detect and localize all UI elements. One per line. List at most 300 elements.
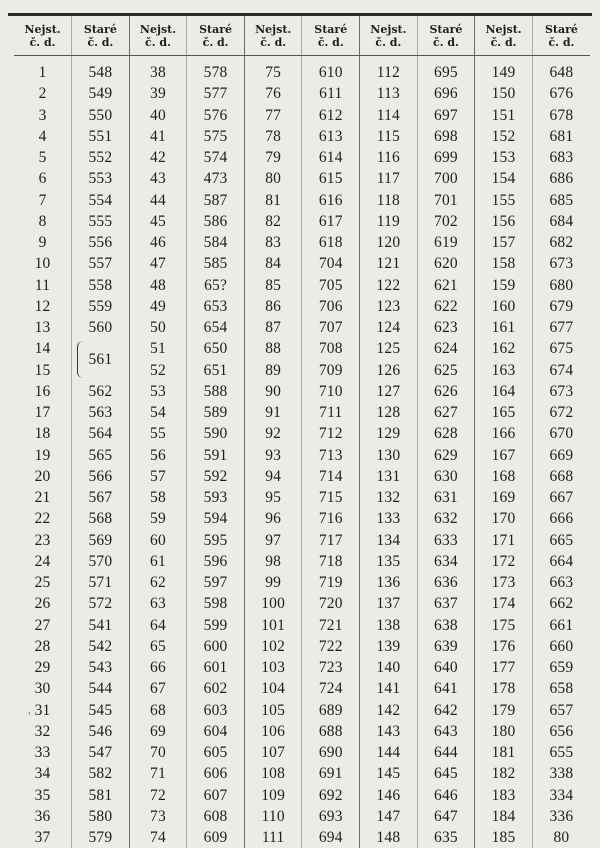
old-number-cell: 642 xyxy=(417,700,475,721)
old-number-cell: 715 xyxy=(302,487,360,508)
old-number-cell: 623 xyxy=(417,317,475,338)
old-number-cell: 543 xyxy=(72,657,130,678)
new-number-cell: 102 xyxy=(244,636,302,657)
header-label-line2: č. d. xyxy=(245,36,302,49)
old-number-cell: 647 xyxy=(417,806,475,827)
old-number-cell: 544 xyxy=(72,678,130,699)
new-number-cell: 121 xyxy=(360,253,418,274)
brace-mark xyxy=(77,341,84,378)
old-number-cell: 551 xyxy=(72,126,130,147)
header-label-line1: Staré xyxy=(302,23,359,36)
new-number-cell: 134 xyxy=(360,530,418,551)
new-number-cell: 62 xyxy=(129,572,187,593)
new-number-cell: 166 xyxy=(475,423,533,444)
old-number-cell: 704 xyxy=(302,253,360,274)
old-number-cell: 576 xyxy=(187,105,245,126)
new-number-cell: 18 xyxy=(14,423,72,444)
old-number-cell: 702 xyxy=(417,211,475,232)
new-number-cell: 60 xyxy=(129,530,187,551)
table-row xyxy=(14,721,590,742)
old-number-cell: 706 xyxy=(302,296,360,317)
new-number-cell: 177 xyxy=(475,657,533,678)
old-number-cell: 613 xyxy=(302,126,360,147)
old-number-cell: 605 xyxy=(187,742,245,763)
new-number-cell: 75 xyxy=(244,56,302,84)
header-label-line1: Nejst. xyxy=(475,23,532,36)
old-number-cell: 686 xyxy=(532,168,590,189)
new-number-cell: 23 xyxy=(14,530,72,551)
old-number-cell: 691 xyxy=(302,763,360,784)
new-number-cell: 1 xyxy=(14,56,72,84)
old-number-cell: 675 xyxy=(532,338,590,359)
old-number-cell: 334 xyxy=(532,785,590,806)
new-number-cell: 25 xyxy=(14,572,72,593)
old-number-cell: 719 xyxy=(302,572,360,593)
new-number-cell: 2 xyxy=(14,83,72,104)
old-number-cell: 570 xyxy=(72,551,130,572)
old-number-cell: 701 xyxy=(417,190,475,211)
old-number-cell: 679 xyxy=(532,296,590,317)
old-number-cell: 585 xyxy=(187,253,245,274)
old-number-cell: 336 xyxy=(532,806,590,827)
header-label-line1: Nejst. xyxy=(14,23,71,36)
old-number-cell: 688 xyxy=(302,721,360,742)
new-number-cell: 162 xyxy=(475,338,533,359)
new-number-cell: 28 xyxy=(14,636,72,657)
table-row xyxy=(14,296,590,317)
new-number-cell: 172 xyxy=(475,551,533,572)
table-row xyxy=(14,593,590,614)
table-row xyxy=(14,253,590,274)
new-number-cell: 115 xyxy=(360,126,418,147)
new-number-cell: 150 xyxy=(475,83,533,104)
new-number-cell: 111 xyxy=(244,827,302,848)
old-number-cell: 709 xyxy=(302,360,360,381)
new-number-cell: 80 xyxy=(244,168,302,189)
new-number-cell: 74 xyxy=(129,827,187,848)
new-number-cell: 157 xyxy=(475,232,533,253)
new-number-cell: 145 xyxy=(360,763,418,784)
new-number-cell: 49 xyxy=(129,296,187,317)
old-number-cell: 618 xyxy=(302,232,360,253)
new-number-cell: 155 xyxy=(475,190,533,211)
new-number-cell: 84 xyxy=(244,253,302,274)
old-number-cell: 566 xyxy=(72,466,130,487)
table-row xyxy=(14,275,590,296)
old-number-cell: 588 xyxy=(187,381,245,402)
new-number-cell: 109 xyxy=(244,785,302,806)
new-number-cell: 103 xyxy=(244,657,302,678)
new-number-cell: 142 xyxy=(360,700,418,721)
old-number-cell: 616 xyxy=(302,190,360,211)
table-row xyxy=(14,445,590,466)
old-number-cell: 690 xyxy=(302,742,360,763)
old-number-cell: 693 xyxy=(302,806,360,827)
old-number-cell: 664 xyxy=(532,551,590,572)
new-number-cell: 59 xyxy=(129,508,187,529)
header-row xyxy=(14,16,590,56)
old-number-cell: 558 xyxy=(72,275,130,296)
old-number-cell: 634 xyxy=(417,551,475,572)
old-number-cell: 541 xyxy=(72,615,130,636)
old-number-cell: 695 xyxy=(417,56,475,84)
old-number-cell: 699 xyxy=(417,147,475,168)
table-row xyxy=(14,126,590,147)
old-number-cell: 645 xyxy=(417,763,475,784)
new-number-cell: 95 xyxy=(244,487,302,508)
table-row xyxy=(14,551,590,572)
old-number-cell: 586 xyxy=(187,211,245,232)
new-number-cell: 144 xyxy=(360,742,418,763)
new-number-cell: 51 xyxy=(129,338,187,359)
new-number-cell: 77 xyxy=(244,105,302,126)
old-number-cell: 589 xyxy=(187,402,245,423)
old-number-cell: 555 xyxy=(72,211,130,232)
new-number-cell: 152 xyxy=(475,126,533,147)
old-number-cell: 545 xyxy=(72,700,130,721)
new-number-cell: 78 xyxy=(244,126,302,147)
new-number-cell: 33 xyxy=(14,742,72,763)
old-number-cell: 572 xyxy=(72,593,130,614)
new-number-cell: 54 xyxy=(129,402,187,423)
old-number-cell: 668 xyxy=(532,466,590,487)
old-number-cell: 560 xyxy=(72,317,130,338)
new-number-cell: 127 xyxy=(360,381,418,402)
new-number-cell: 61 xyxy=(129,551,187,572)
old-number-cell: 684 xyxy=(532,211,590,232)
header-new-4 xyxy=(360,16,418,56)
new-number-cell: 15 xyxy=(14,360,72,381)
old-number-cell: 606 xyxy=(187,763,245,784)
new-number-cell: 175 xyxy=(475,615,533,636)
table-row xyxy=(14,466,590,487)
old-number-cell: 629 xyxy=(417,445,475,466)
new-number-cell: 44 xyxy=(129,190,187,211)
header-label-line1: Nejst. xyxy=(130,23,187,36)
new-number-cell: 37 xyxy=(14,827,72,848)
old-number-cell: 689 xyxy=(302,700,360,721)
new-number-cell: 125 xyxy=(360,338,418,359)
new-number-cell: 36 xyxy=(14,806,72,827)
old-number-cell: 581 xyxy=(72,785,130,806)
new-number-cell: 26 xyxy=(14,593,72,614)
new-number-cell: 34 xyxy=(14,763,72,784)
table-row xyxy=(14,615,590,636)
old-number-cell: 591 xyxy=(187,445,245,466)
new-number-cell: 129 xyxy=(360,423,418,444)
new-number-cell: 71 xyxy=(129,763,187,784)
new-number-cell: 5 xyxy=(14,147,72,168)
new-number-cell: 113 xyxy=(360,83,418,104)
new-number-cell: 170 xyxy=(475,508,533,529)
new-number-cell: 128 xyxy=(360,402,418,423)
old-number-cell: 646 xyxy=(417,785,475,806)
new-number-cell: 141 xyxy=(360,678,418,699)
header-label-line2: č. d. xyxy=(418,36,475,49)
old-number-cell: 554 xyxy=(72,190,130,211)
new-number-cell: 94 xyxy=(244,466,302,487)
new-number-cell: 135 xyxy=(360,551,418,572)
table-row xyxy=(14,381,590,402)
header-label-line2: č. d. xyxy=(130,36,187,49)
old-number-cell: 617 xyxy=(302,211,360,232)
old-number-cell: 677 xyxy=(532,317,590,338)
old-number-cell: 654 xyxy=(187,317,245,338)
table-header xyxy=(14,16,590,56)
old-number-cell: 550 xyxy=(72,105,130,126)
old-number-cell: 556 xyxy=(72,232,130,253)
header-label-line1: Nejst. xyxy=(360,23,417,36)
new-number-cell: 101 xyxy=(244,615,302,636)
old-number-cell: 722 xyxy=(302,636,360,657)
old-number-cell: 694 xyxy=(302,827,360,848)
new-number-cell: 6 xyxy=(14,168,72,189)
header-label-line2: č. d. xyxy=(187,36,244,49)
header-label-line1: Staré xyxy=(418,23,475,36)
new-number-cell: 43 xyxy=(129,168,187,189)
new-number-cell: 92 xyxy=(244,423,302,444)
old-number-cell: 717 xyxy=(302,530,360,551)
table-row xyxy=(14,317,590,338)
old-number-cell: 587 xyxy=(187,190,245,211)
new-number-cell: 165 xyxy=(475,402,533,423)
table-row xyxy=(14,211,590,232)
old-number-cell: 622 xyxy=(417,296,475,317)
old-number-cell: 580 xyxy=(72,806,130,827)
new-number-cell: 119 xyxy=(360,211,418,232)
new-number-cell: 53 xyxy=(129,381,187,402)
old-number-cell: 567 xyxy=(72,487,130,508)
new-number-cell: 176 xyxy=(475,636,533,657)
header-label-line1: Nejst. xyxy=(245,23,302,36)
old-number-cell: 609 xyxy=(187,827,245,848)
old-number-cell: 640 xyxy=(417,657,475,678)
old-number-cell: 680 xyxy=(532,275,590,296)
new-number-cell: 76 xyxy=(244,83,302,104)
old-number-cell: 665 xyxy=(532,530,590,551)
new-number-cell: 180 xyxy=(475,721,533,742)
new-number-cell: 99 xyxy=(244,572,302,593)
new-number-cell: 11 xyxy=(14,275,72,296)
old-number-cell: 578 xyxy=(187,56,245,84)
old-number-cell: 637 xyxy=(417,593,475,614)
new-number-cell: 39 xyxy=(129,83,187,104)
old-number-cell: 596 xyxy=(187,551,245,572)
new-number-cell: 91 xyxy=(244,402,302,423)
old-number-cell: 542 xyxy=(72,636,130,657)
old-number-cell: 698 xyxy=(417,126,475,147)
new-number-cell: 107 xyxy=(244,742,302,763)
old-number-cell: 590 xyxy=(187,423,245,444)
old-number-cell: 648 xyxy=(532,56,590,84)
table-row xyxy=(14,785,590,806)
new-number-cell: 124 xyxy=(360,317,418,338)
new-number-cell: 32 xyxy=(14,721,72,742)
old-number-cell: 660 xyxy=(532,636,590,657)
page-mark: ' xyxy=(28,712,30,722)
new-number-cell: 72 xyxy=(129,785,187,806)
old-number-cell: 632 xyxy=(417,508,475,529)
old-number-cell: 557 xyxy=(72,253,130,274)
new-number-cell: 69 xyxy=(129,721,187,742)
old-number-cell: 564 xyxy=(72,423,130,444)
new-number-cell: 64 xyxy=(129,615,187,636)
new-number-cell: 29 xyxy=(14,657,72,678)
old-number-cell: 669 xyxy=(532,445,590,466)
old-number-cell: 708 xyxy=(302,338,360,359)
old-number-cell: 565 xyxy=(72,445,130,466)
old-number-cell: 659 xyxy=(532,657,590,678)
old-number-cell: 678 xyxy=(532,105,590,126)
new-number-cell: 137 xyxy=(360,593,418,614)
new-number-cell: 184 xyxy=(475,806,533,827)
old-number-cell: 553 xyxy=(72,168,130,189)
new-number-cell: 55 xyxy=(129,423,187,444)
new-number-cell: 154 xyxy=(475,168,533,189)
old-number-cell: 568 xyxy=(72,508,130,529)
old-number-cell: 607 xyxy=(187,785,245,806)
new-number-cell: 93 xyxy=(244,445,302,466)
table-row xyxy=(14,338,590,359)
new-number-cell: 82 xyxy=(244,211,302,232)
old-number-cell: 615 xyxy=(302,168,360,189)
new-number-cell: 96 xyxy=(244,508,302,529)
new-number-cell: 65 xyxy=(129,636,187,657)
new-number-cell: 10 xyxy=(14,253,72,274)
old-number-cell: 608 xyxy=(187,806,245,827)
new-number-cell: 68 xyxy=(129,700,187,721)
old-number-cell: 595 xyxy=(187,530,245,551)
old-number-cell: 676 xyxy=(532,83,590,104)
table-body xyxy=(14,56,590,848)
table-row xyxy=(14,678,590,699)
new-number-cell: 116 xyxy=(360,147,418,168)
old-number-cell: 552 xyxy=(72,147,130,168)
old-number-cell: 653 xyxy=(187,296,245,317)
new-number-cell: 185 xyxy=(475,827,533,848)
header-new-2 xyxy=(129,16,187,56)
new-number-cell: 130 xyxy=(360,445,418,466)
new-number-cell: 123 xyxy=(360,296,418,317)
old-number-cell: 707 xyxy=(302,317,360,338)
new-number-cell: 122 xyxy=(360,275,418,296)
new-number-cell: 174 xyxy=(475,593,533,614)
table-row xyxy=(14,742,590,763)
old-number-cell: 563 xyxy=(72,402,130,423)
new-number-cell: 183 xyxy=(475,785,533,806)
new-number-cell: 133 xyxy=(360,508,418,529)
new-number-cell: 19 xyxy=(14,445,72,466)
old-number-cell: 673 xyxy=(532,253,590,274)
old-number-cell: 473 xyxy=(187,168,245,189)
old-number-cell: 549 xyxy=(72,83,130,104)
new-number-cell: 161 xyxy=(475,317,533,338)
old-number-cell: 80 xyxy=(532,827,590,848)
new-number-cell: 30 xyxy=(14,678,72,699)
new-number-cell: 131 xyxy=(360,466,418,487)
new-number-cell: 66 xyxy=(129,657,187,678)
new-number-cell: 85 xyxy=(244,275,302,296)
old-number-cell: 338 xyxy=(532,763,590,784)
old-number-cell: 685 xyxy=(532,190,590,211)
new-number-cell: 120 xyxy=(360,232,418,253)
old-number-cell: 599 xyxy=(187,615,245,636)
old-number-cell: 705 xyxy=(302,275,360,296)
new-number-cell: 73 xyxy=(129,806,187,827)
table-row xyxy=(14,806,590,827)
header-new-3 xyxy=(244,16,302,56)
old-number-cell: 574 xyxy=(187,147,245,168)
new-number-cell: 136 xyxy=(360,572,418,593)
old-number-cell: 711 xyxy=(302,402,360,423)
old-number-cell: 712 xyxy=(302,423,360,444)
old-number-cell: 627 xyxy=(417,402,475,423)
new-number-cell: 79 xyxy=(244,147,302,168)
old-number-cell: 602 xyxy=(187,678,245,699)
old-number-cell: 716 xyxy=(302,508,360,529)
new-number-cell: 20 xyxy=(14,466,72,487)
old-number-cell: 672 xyxy=(532,402,590,423)
old-number-cell: 661 xyxy=(532,615,590,636)
old-number-cell: 638 xyxy=(417,615,475,636)
old-number-cell: 610 xyxy=(302,56,360,84)
table-row xyxy=(14,508,590,529)
new-number-cell: 9 xyxy=(14,232,72,253)
new-number-cell: 42 xyxy=(129,147,187,168)
new-number-cell: 106 xyxy=(244,721,302,742)
new-number-cell: 181 xyxy=(475,742,533,763)
old-number-cell: 673 xyxy=(532,381,590,402)
new-number-cell: 163 xyxy=(475,360,533,381)
table-row xyxy=(14,147,590,168)
new-number-cell: 114 xyxy=(360,105,418,126)
new-number-cell: 31 xyxy=(14,700,72,721)
new-number-cell: 17 xyxy=(14,402,72,423)
new-number-cell: 50 xyxy=(129,317,187,338)
new-number-cell: 40 xyxy=(129,105,187,126)
old-number-cell: 663 xyxy=(532,572,590,593)
new-number-cell: 164 xyxy=(475,381,533,402)
new-number-cell: 3 xyxy=(14,105,72,126)
new-number-cell: 182 xyxy=(475,763,533,784)
old-number-cell: 710 xyxy=(302,381,360,402)
old-number-cell: 656 xyxy=(532,721,590,742)
header-old-3 xyxy=(302,16,360,56)
new-number-cell: 156 xyxy=(475,211,533,232)
new-number-cell: 100 xyxy=(244,593,302,614)
new-number-cell: 143 xyxy=(360,721,418,742)
old-number-cell: 584 xyxy=(187,232,245,253)
new-number-cell: 47 xyxy=(129,253,187,274)
header-label-line2: č. d. xyxy=(360,36,417,49)
conversion-table xyxy=(14,16,590,848)
old-number-cell: 681 xyxy=(532,126,590,147)
old-number-cell: 655 xyxy=(532,742,590,763)
table-row xyxy=(14,763,590,784)
old-number-cell: 714 xyxy=(302,466,360,487)
old-number-cell: 594 xyxy=(187,508,245,529)
new-number-cell: 167 xyxy=(475,445,533,466)
new-number-cell: 52 xyxy=(129,360,187,381)
old-number-cell: 597 xyxy=(187,572,245,593)
old-number-cell: 682 xyxy=(532,232,590,253)
old-number-cell: 636 xyxy=(417,572,475,593)
old-number-cell: 592 xyxy=(187,466,245,487)
new-number-cell: 173 xyxy=(475,572,533,593)
new-number-cell: 147 xyxy=(360,806,418,827)
new-number-cell: 38 xyxy=(129,56,187,84)
table-row xyxy=(14,168,590,189)
